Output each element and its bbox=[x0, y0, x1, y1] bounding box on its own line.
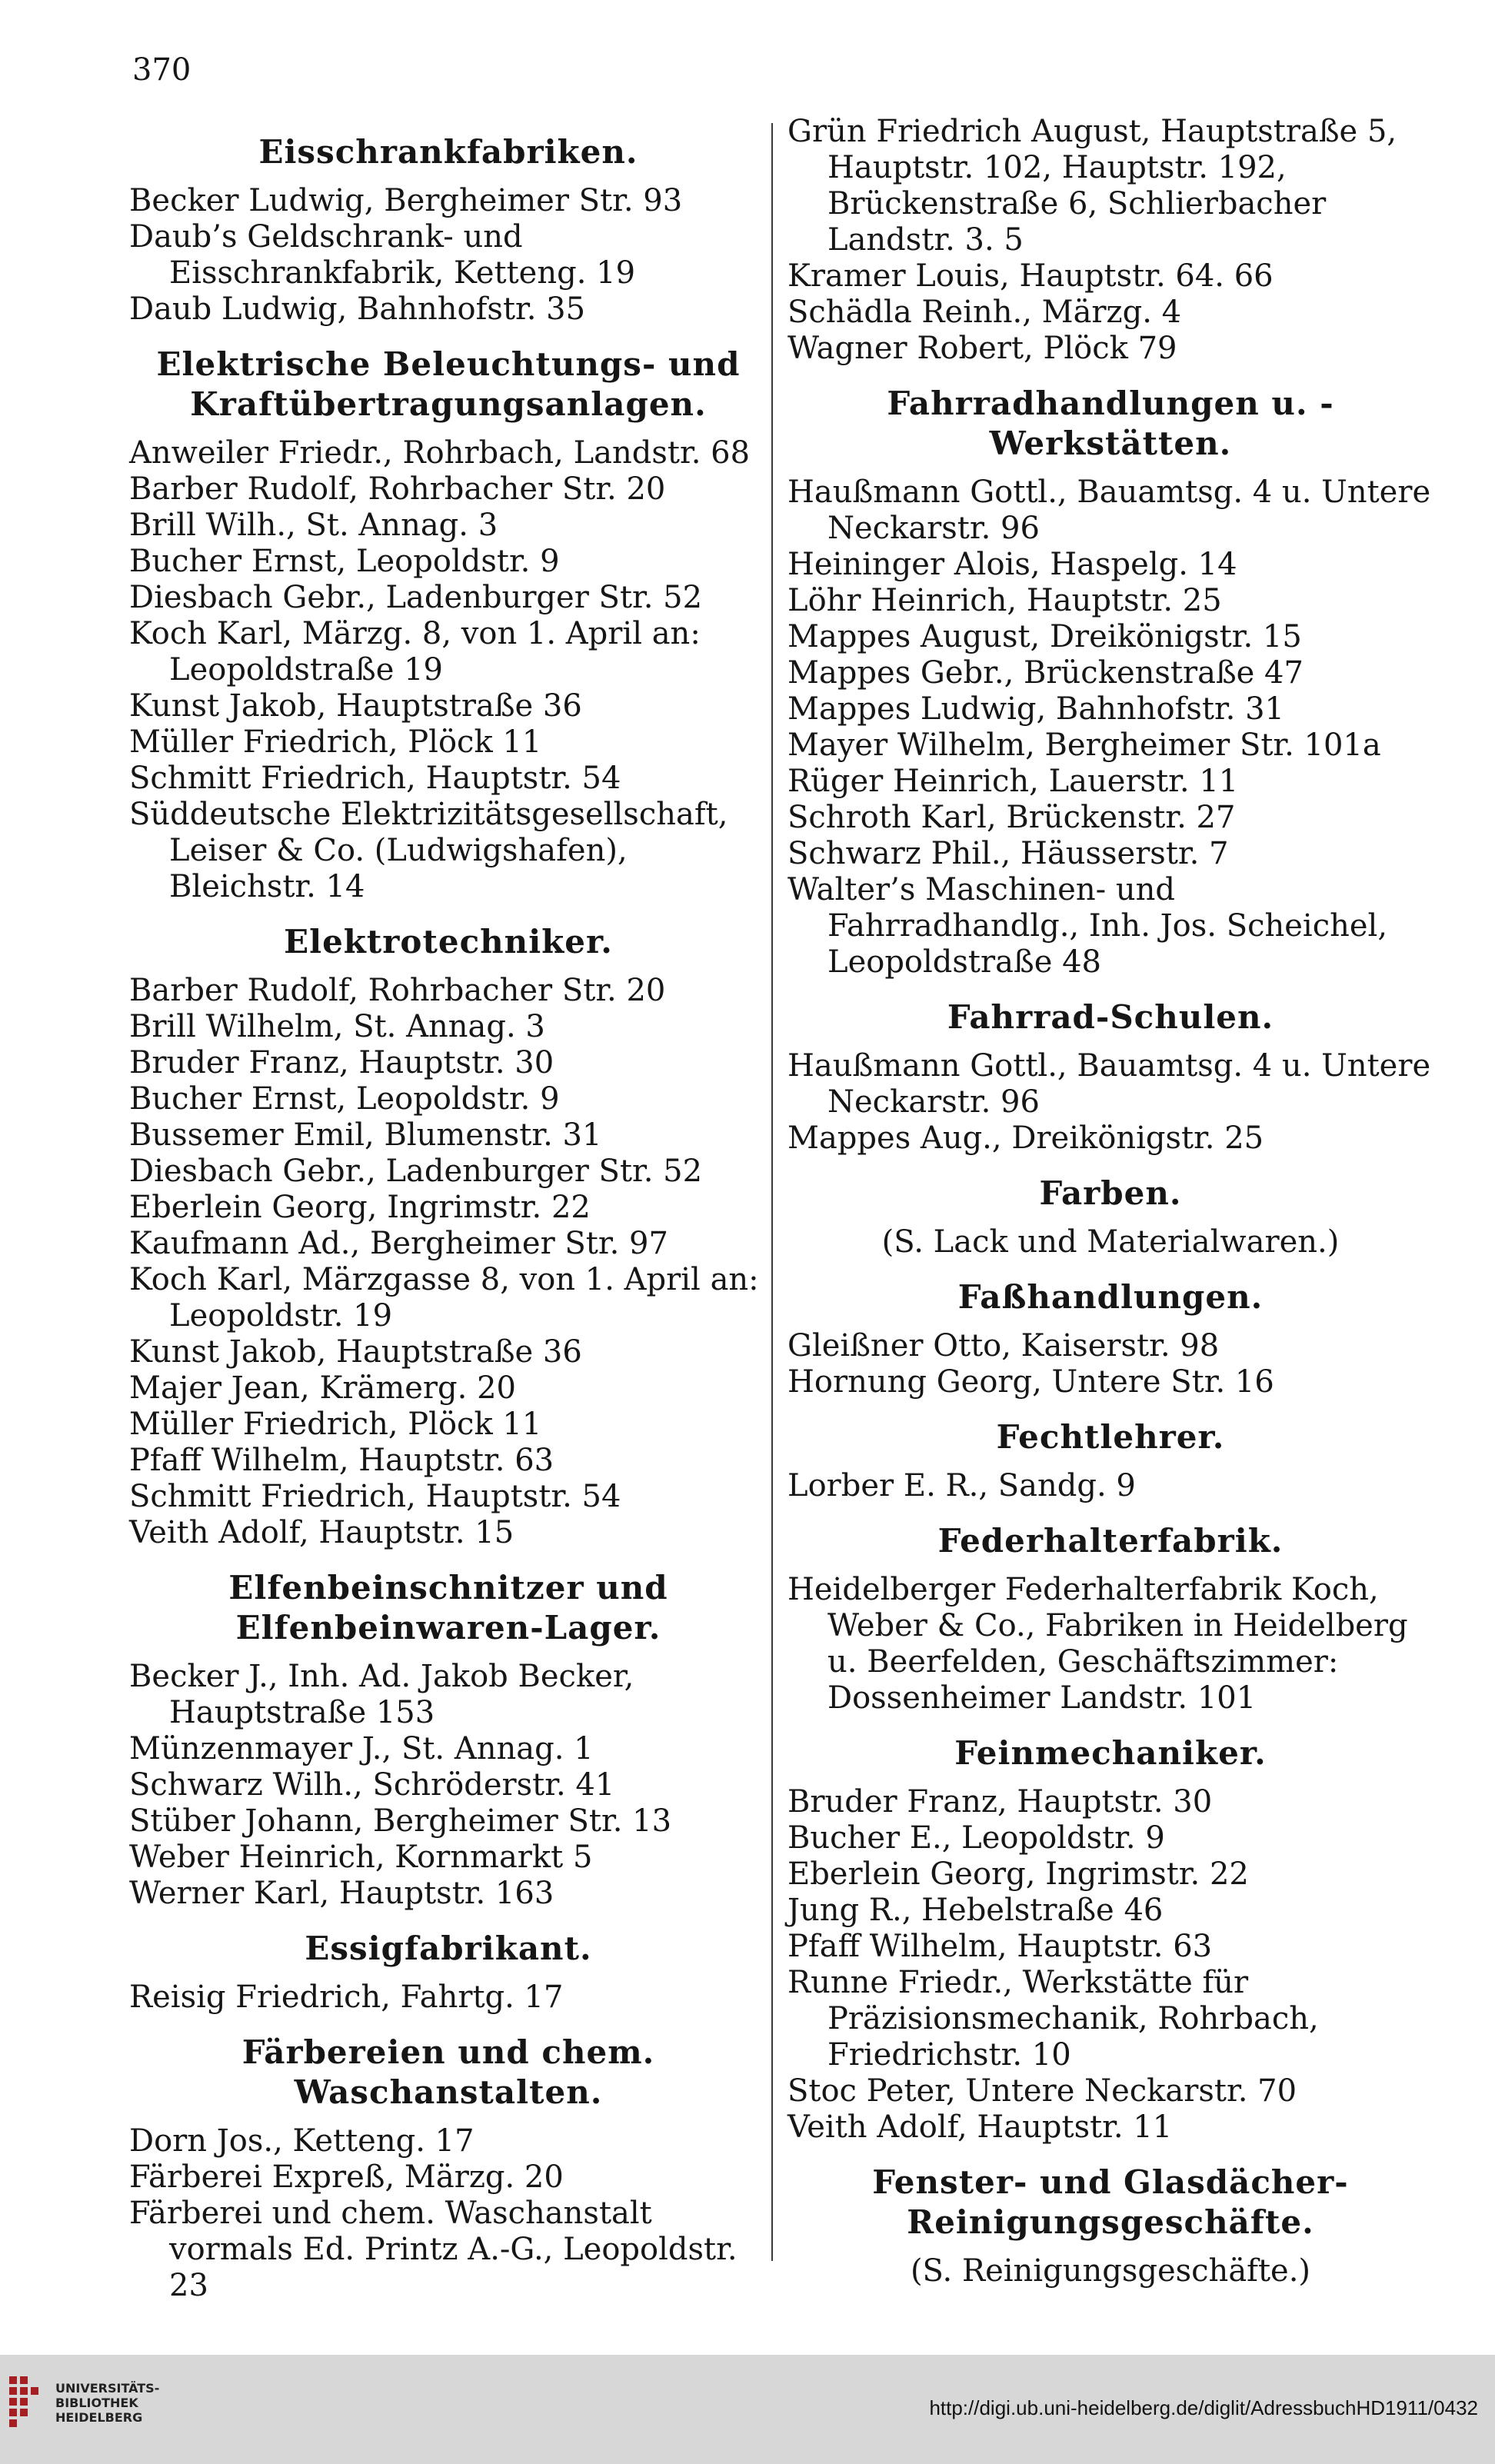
directory-entry: Bruder Franz, Hauptstr. 30 bbox=[787, 1784, 1213, 1820]
directory-entry: Lorber E. R., Sandg. 9 bbox=[787, 1468, 1136, 1503]
directory-entry: Reisig Friedrich, Fahrtg. 17 bbox=[129, 1980, 564, 2015]
section-heading: Elektrotechniker. bbox=[284, 923, 613, 961]
section-heading: Faßhandlungen. bbox=[957, 1278, 1264, 1316]
directory-entry: Kaufmann Ad., Bergheimer Str. 97 bbox=[129, 1226, 668, 1261]
directory-entry: Bussemer Emil, Blumenstr. 31 bbox=[129, 1117, 602, 1153]
directory-entry: Werner Karl, Hauptstr. 163 bbox=[129, 1876, 554, 1911]
directory-entry: Haußmann Gottl., Bauamtsg. 4 u. Untere Neckarstr. 96 bbox=[787, 1048, 1431, 1120]
directory-entry: Grün Friedrich August, Hauptstraße 5, Hauptstr. 102, Hauptstr. 192, Brückenstraße 6, Schlierbacher Landstr. 3. 5 bbox=[787, 114, 1397, 258]
section-heading: Federhalterfabrik. bbox=[937, 1522, 1284, 1560]
section-heading: Fahrradhandlungen u. -Werkstätten. bbox=[887, 385, 1334, 462]
directory-section bbox=[787, 1733, 1433, 2146]
directory-entry: Färberei Expreß, Märzg. 20 bbox=[129, 2159, 564, 2195]
section-heading: Fechtlehrer. bbox=[996, 1418, 1225, 1456]
directory-entry: Kunst Jakob, Hauptstraße 36 bbox=[129, 688, 582, 724]
directory-entry: Diesbach Gebr., Ladenburger Str. 52 bbox=[129, 1154, 703, 1189]
directory-entry: Wagner Robert, Plöck 79 bbox=[787, 331, 1177, 366]
directory-entry: Färberei und chem. Waschanstalt vormals Ed. Printz A.-G., Leopoldstr. 23 bbox=[129, 2196, 738, 2303]
directory-entry: Kunst Jakob, Hauptstraße 36 bbox=[129, 1334, 582, 1370]
directory-entry: Gleißner Otto, Kaiserstr. 98 bbox=[787, 1328, 1220, 1364]
section-heading: Fahrrad-Schulen. bbox=[947, 998, 1274, 1036]
directory-section bbox=[787, 1174, 1433, 1260]
directory-entry: Becker Ludwig, Bergheimer Str. 93 bbox=[129, 183, 683, 218]
footer-bar bbox=[0, 2355, 1495, 2464]
directory-entry: Mappes Aug., Dreikönigstr. 25 bbox=[787, 1120, 1264, 1156]
section-heading: Fenster- und Glasdächer-Reinigungsgeschäfte. bbox=[872, 2163, 1349, 2241]
directory-entry: Anweiler Friedr., Rohrbach, Landstr. 68 bbox=[129, 435, 751, 471]
directory-entry: Mappes August, Dreikönigstr. 15 bbox=[787, 619, 1302, 654]
directory-entry: Majer Jean, Krämerg. 20 bbox=[129, 1370, 516, 1406]
directory-entry: Bucher E., Leopoldstr. 9 bbox=[787, 1820, 1165, 1856]
page-number: 370 bbox=[132, 52, 191, 88]
section-heading: Färbereien und chem. Waschanstalten. bbox=[241, 2033, 655, 2111]
directory-entry: Mappes Gebr., Brückenstraße 47 bbox=[787, 655, 1304, 691]
directory-entry: Bruder Franz, Hauptstr. 30 bbox=[129, 1045, 554, 1080]
directory-entry: Stoc Peter, Untere Neckarstr. 70 bbox=[787, 2073, 1297, 2109]
directory-entry: Runne Friedr., Werkstätte für Präzisionsmechanik, Rohrbach, Friedrichstr. 10 bbox=[787, 1965, 1319, 2073]
directory-entry: Pfaff Wilhelm, Hauptstr. 63 bbox=[787, 1929, 1213, 1964]
section-heading: Eisschrankfabriken. bbox=[258, 133, 638, 171]
section-heading: Elfenbeinschnitzer und Elfenbeinwaren-Lager. bbox=[228, 1569, 668, 1647]
directory-entry: Pfaff Wilhelm, Hauptstr. 63 bbox=[129, 1443, 554, 1478]
source-url-link[interactable]: http://digi.ub.uni-heidelberg.de/diglit/AdressbuchHD1911/0432 bbox=[929, 2396, 1478, 2419]
left-column bbox=[129, 115, 767, 2304]
section-heading: Feinmechaniker. bbox=[954, 1734, 1267, 1772]
directory-entry: Mappes Ludwig, Bahnhofstr. 31 bbox=[787, 691, 1284, 727]
directory-entry: Diesbach Gebr., Ladenburger Str. 52 bbox=[129, 580, 703, 615]
directory-entry: Heininger Alois, Haspelg. 14 bbox=[787, 547, 1237, 582]
section-heading: Elektrische Beleuchtungs- und Kraftübertragungsanlagen. bbox=[156, 345, 741, 423]
right-column bbox=[787, 114, 1433, 2299]
column-divider bbox=[771, 123, 773, 2261]
directory-entry: Schmitt Friedrich, Hauptstr. 54 bbox=[129, 1479, 621, 1514]
directory-entry: Kramer Louis, Hauptstr. 64. 66 bbox=[787, 258, 1274, 294]
library-name-line: BIBLIOTHEK bbox=[55, 2396, 138, 2410]
directory-entry: Koch Karl, Märzgasse 8, von 1. April an: Leopoldstr. 19 bbox=[129, 1262, 759, 1334]
directory-section bbox=[787, 1417, 1433, 1504]
section-heading: Essigfabrikant. bbox=[305, 1930, 592, 1967]
directory-entry: Schwarz Wilh., Schröderstr. 41 bbox=[129, 1767, 615, 1803]
directory-entry: Weber Heinrich, Kornmarkt 5 bbox=[129, 1840, 593, 1875]
directory-entry: Mayer Wilhelm, Bergheimer Str. 101a bbox=[787, 728, 1381, 763]
library-logo-icon bbox=[6, 2372, 49, 2436]
directory-section bbox=[129, 2033, 767, 2304]
directory-entry: Veith Adolf, Hauptstr. 15 bbox=[129, 1515, 514, 1550]
directory-entry: Müller Friedrich, Plöck 11 bbox=[129, 724, 542, 760]
library-name bbox=[55, 2381, 159, 2425]
directory-section bbox=[129, 1929, 767, 2016]
directory-section bbox=[787, 1277, 1433, 1400]
directory-entry: Schroth Karl, Brückenstr. 27 bbox=[787, 800, 1236, 835]
directory-entry: Münzenmayer J., St. Annag. 1 bbox=[129, 1731, 594, 1766]
directory-entry: Eberlein Georg, Ingrimstr. 22 bbox=[129, 1190, 591, 1225]
directory-entry: Rüger Heinrich, Lauerstr. 11 bbox=[787, 764, 1239, 799]
directory-entry: Löhr Heinrich, Hauptstr. 25 bbox=[787, 583, 1222, 618]
directory-entry: Eberlein Georg, Ingrimstr. 22 bbox=[787, 1856, 1249, 1892]
directory-entry: Süddeutsche Elektrizitätsgesellschaft, Leiser & Co. (Ludwigshafen), Bleichstr. 14 bbox=[129, 797, 728, 904]
directory-section bbox=[787, 1521, 1433, 1716]
directory-entry: Bucher Ernst, Leopoldstr. 9 bbox=[129, 544, 560, 579]
directory-entry: Brill Wilhelm, St. Annag. 3 bbox=[129, 1009, 545, 1044]
directory-section bbox=[129, 345, 767, 905]
directory-entry: Daub’s Geldschrank- und Eisschrankfabrik, Ketteng. 19 bbox=[129, 219, 636, 291]
library-name-line: UNIVERSITÄTS- bbox=[55, 2381, 160, 2396]
directory-entry: Barber Rudolf, Rohrbacher Str. 20 bbox=[129, 973, 666, 1008]
directory-section bbox=[787, 2163, 1433, 2289]
directory-entry: Dorn Jos., Ketteng. 17 bbox=[129, 2123, 474, 2159]
section-note: (S. Reinigungsgeschäfte.) bbox=[910, 2253, 1311, 2289]
directory-section bbox=[129, 132, 767, 328]
directory-entry: Daub Ludwig, Bahnhofstr. 35 bbox=[129, 291, 586, 327]
directory-section bbox=[787, 997, 1433, 1157]
directory-entry: Brill Wilh., St. Annag. 3 bbox=[129, 508, 498, 543]
directory-entry: Walter’s Maschinen- und Fahrradhandlg., Inh. Jos. Scheichel, Leopoldstraße 48 bbox=[787, 872, 1388, 980]
directory-entry: Veith Adolf, Hauptstr. 11 bbox=[787, 2109, 1173, 2145]
directory-section bbox=[129, 1568, 767, 1912]
directory-section bbox=[787, 384, 1433, 981]
directory-entry: Barber Rudolf, Rohrbacher Str. 20 bbox=[129, 471, 666, 507]
directory-entry: Schwarz Phil., Häusserstr. 7 bbox=[787, 836, 1229, 871]
directory-entry: Hornung Georg, Untere Str. 16 bbox=[787, 1364, 1274, 1400]
directory-entry: Müller Friedrich, Plöck 11 bbox=[129, 1407, 542, 1442]
section-note: (S. Lack und Materialwaren.) bbox=[881, 1224, 1340, 1260]
directory-entry: Becker J., Inh. Ad. Jakob Becker, Hauptstraße 153 bbox=[129, 1659, 634, 1730]
directory-entry: Koch Karl, Märzg. 8, von 1. April an: Leopoldstraße 19 bbox=[129, 616, 701, 688]
section-heading: Farben. bbox=[1039, 1174, 1182, 1212]
directory-entry: Heidelberger Federhalterfabrik Koch, Weber & Co., Fabriken in Heidelberg u. Beerfelden, Geschäftszimmer: Dossenheimer Landstr. 101 bbox=[787, 1572, 1408, 1716]
directory-section bbox=[129, 922, 767, 1551]
directory-entry: Haußmann Gottl., Bauamtsg. 4 u. Untere Neckarstr. 96 bbox=[787, 474, 1431, 546]
directory-entry: Schädla Reinh., Märzg. 4 bbox=[787, 295, 1182, 330]
directory-entry: Jung R., Hebelstraße 46 bbox=[787, 1893, 1164, 1928]
library-name-line: HEIDELBERG bbox=[55, 2410, 143, 2425]
directory-entry: Bucher Ernst, Leopoldstr. 9 bbox=[129, 1081, 560, 1117]
directory-entry: Schmitt Friedrich, Hauptstr. 54 bbox=[129, 761, 621, 796]
directory-entry: Stüber Johann, Bergheimer Str. 13 bbox=[129, 1803, 672, 1839]
